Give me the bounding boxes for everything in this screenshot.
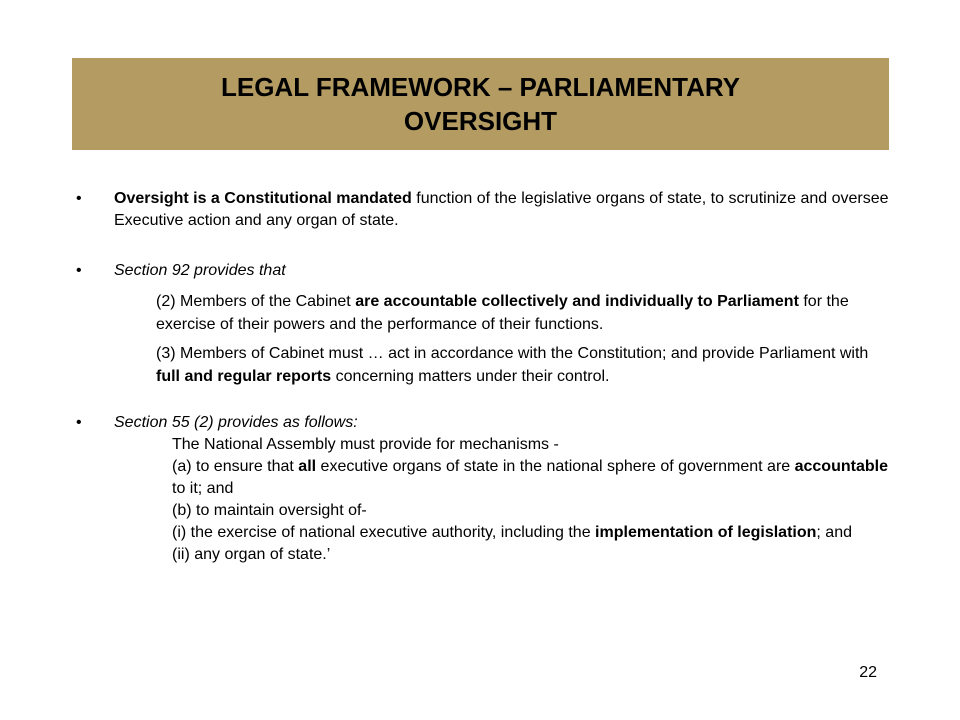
- bullet-1-text: function of the legislative organs of state, to scrutinize and oversee Executive action and any organ of state.: [114, 190, 889, 229]
- section-92-para-2: [114, 290, 892, 336]
- section-55-line-b: (b) to maintain oversight of-: [172, 502, 367, 519]
- line-a-text-3: to it; and: [172, 480, 234, 497]
- bullet-section-92: [72, 260, 892, 388]
- line-a-bold-1: all: [298, 458, 317, 475]
- section-55-line-1: The National Assembly must provide for mechanisms -: [172, 436, 559, 453]
- section-55-line-ii: (ii) any organ of state.’: [172, 546, 331, 563]
- section-55-line-a: [172, 456, 892, 500]
- bullet-1-bold: Oversight is a Constitutional mandated: [114, 190, 412, 207]
- bullet-dot: •: [76, 262, 82, 279]
- title-banner: [72, 58, 889, 150]
- section-55-heading: Section 55 (2) provides as follows:: [114, 414, 358, 431]
- line-a-text-2: executive organs of state in the national sphere of government are: [316, 458, 795, 475]
- section-92-heading: Section 92 provides that: [114, 262, 286, 279]
- section-92-para-3: [114, 342, 892, 388]
- line-i-text-end: ; and: [816, 524, 852, 541]
- title-line-2: OVERSIGHT: [403, 106, 558, 136]
- line-a-text: (a) to ensure that: [172, 458, 299, 475]
- section-55-line-i: [172, 522, 892, 544]
- para-2-text-end: for the exercise of their powers and the performance of their functions.: [156, 293, 849, 333]
- para-3-text: (3) Members of Cabinet must … act in accordance with the Constitution; and provide Parliament with: [156, 345, 869, 362]
- line-i-bold: implementation of legislation: [595, 524, 817, 541]
- para-3-text-end: concerning matters under their control.: [331, 368, 610, 385]
- section-55-quote: [114, 434, 892, 566]
- slide-title: [221, 70, 740, 138]
- para-3-bold: full and regular reports: [156, 368, 332, 385]
- title-line-1: LEGAL FRAMEWORK – PARLIAMENTARY: [220, 72, 741, 102]
- page-number: 22: [859, 664, 877, 681]
- bullet-dot: •: [76, 414, 82, 431]
- para-2-text: (2) Members of the Cabinet: [156, 293, 356, 310]
- para-2-bold: are accountable collectively and individually to Parliament: [355, 293, 799, 310]
- slide-body: [72, 188, 892, 566]
- bullet-oversight: [72, 188, 892, 232]
- line-i-text: (i) the exercise of national executive authority, including the: [172, 524, 596, 541]
- bullet-section-55: [72, 412, 892, 566]
- line-a-bold-2: accountable: [794, 458, 888, 475]
- bullet-dot: •: [76, 190, 82, 207]
